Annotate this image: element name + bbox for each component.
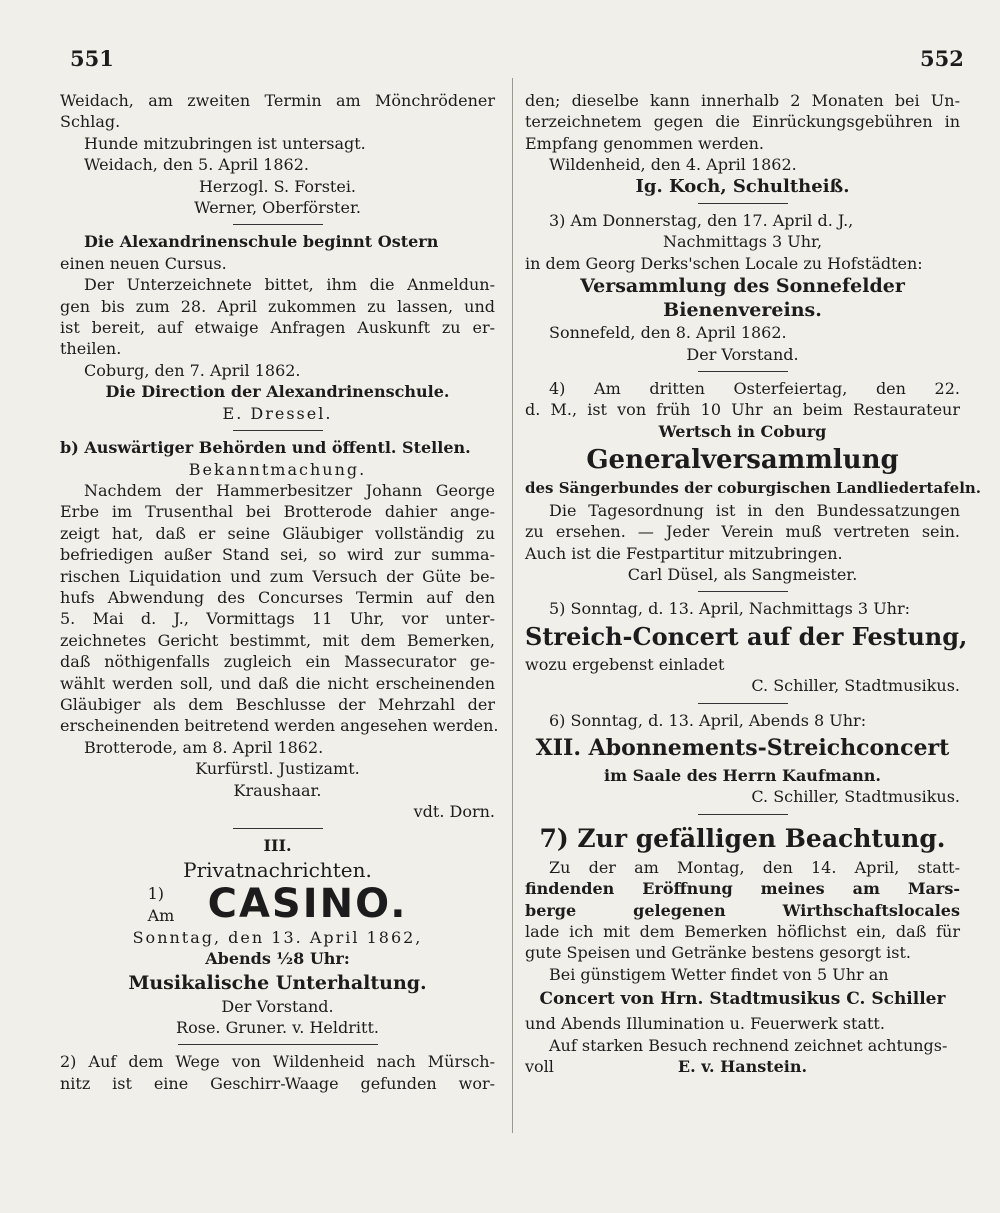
text-line: Werner, Oberförster.	[194, 198, 361, 218]
text-line: Am	[147, 905, 175, 925]
text-line: Weidach, den 5. April 1862.	[84, 155, 309, 175]
text-line: Der Vorstand.	[686, 344, 799, 364]
text-line: 2) Auf dem Wege von Wildenheid nach Mürsch-	[60, 1052, 495, 1072]
text-line: Sonntag, den 13. April 1862,	[132, 927, 423, 947]
text-line: Carl Düsel, als Sangmeister.	[627, 564, 858, 584]
text-line: im Saale des Herrn Kaufmann.	[604, 765, 881, 785]
text-line: Auf starken Besuch rechnend zeichnet achtungs-	[549, 1035, 948, 1055]
rule	[233, 224, 323, 225]
text-line: Bekanntmachung.	[188, 459, 367, 479]
text-line: Coburg, den 7. April 1862.	[84, 360, 301, 380]
text-line: E. v. Hanstein.	[677, 1057, 808, 1077]
text-line: Empfang genommen werden.	[525, 133, 764, 153]
text-line: zeichnetes Gericht bestimmt, mit dem Bemerken,	[60, 630, 495, 650]
text-line: Auch ist die Festpartitur mitzubringen.	[525, 543, 843, 563]
ad-number: 1)	[147, 884, 165, 904]
text-line: voll	[525, 1057, 554, 1076]
text-line: ist bereit, auf etwaige Anfragen Auskunft zu er-	[60, 318, 495, 338]
section-number: III.	[263, 836, 292, 856]
text-line: wählt werden soll, und daß die nicht erscheinenden	[60, 673, 495, 693]
text-line: Abends ½8 Uhr:	[205, 949, 350, 969]
text-line: gute Speisen und Getränke bestens gesorgt ist.	[525, 943, 911, 963]
text-line: terzeichnetem gegen die Einrückungsgebühren in	[525, 112, 960, 132]
text-line: 5) Sonntag, d. 13. April, Nachmittags 3 Uhr:	[549, 599, 911, 619]
text-line: Musikalische Unterhaltung.	[128, 971, 427, 994]
text-line: des Sängerbundes der coburgischen Landliedertafeln.	[525, 479, 982, 498]
text-line: Die Alexandrinenschule beginnt Ostern	[84, 232, 439, 252]
text-line: befriedigen außer Stand sei, so wird zur summa-	[60, 545, 495, 565]
text-line: erscheinenden beitretend werden angesehen werden.	[60, 716, 499, 736]
text-line: Hunde mitzubringen ist untersagt.	[84, 133, 366, 153]
rule	[698, 371, 788, 372]
text-line: rischen Liquidation und zum Versuch der Güte be-	[60, 566, 495, 586]
rule	[698, 591, 788, 592]
text-line: 3) Am Donnerstag, den 17. April d. J.,	[549, 211, 854, 231]
text-line: Bei günstigem Wetter findet von 5 Uhr an	[549, 964, 889, 984]
page-number-left: 551	[70, 46, 114, 71]
text-line: Ig. Koch, Schultheiß.	[635, 175, 850, 197]
text-line: Die Tagesordnung ist in den Bundessatzungen	[549, 500, 960, 520]
page-number-right: 552	[920, 46, 964, 71]
rule	[698, 703, 788, 704]
text-line: Herzogl. S. Forstei.	[198, 176, 357, 196]
casino-title: CASINO.	[207, 881, 408, 928]
text-line: d. M., ist von früh 10 Uhr an beim Restaurateur	[525, 400, 960, 420]
text-line: C. Schiller, Stadtmusikus.	[751, 676, 960, 696]
text-line: Kurfürstl. Justizamt.	[195, 759, 360, 779]
section-heading: b) Auswärtiger Behörden und öffentl. Stellen.	[60, 438, 471, 458]
headline-streich-concert: Streich-Concert auf der Festung,	[525, 621, 968, 651]
column-divider	[512, 78, 513, 1133]
text-line: Bienenvereins.	[663, 299, 822, 322]
text-line: Erbe im Trusenthal bei Brotterode dahier ange-	[60, 502, 495, 522]
text-line: E. Dressel.	[222, 403, 333, 423]
rule	[178, 1044, 378, 1045]
text-line: Versammlung des Sonnefelder	[580, 275, 905, 298]
text-line: Der Vorstand.	[221, 996, 334, 1016]
text-line: zeigt hat, daß er seine Gläubiger vollständig zu	[60, 523, 495, 543]
text-line: Wildenheid, den 4. April 1862.	[549, 155, 797, 175]
text-line: lade ich mit dem Bemerken höflichst ein, daß für	[525, 921, 960, 941]
text-line: zu ersehen. — Jeder Verein muß vertreten sein.	[525, 522, 960, 542]
text-line: nitz ist eine Geschirr-Waage gefunden wor-	[60, 1073, 495, 1093]
rule	[233, 828, 323, 829]
text-line: wozu ergebenst einladet	[525, 654, 725, 674]
text-line: theilen.	[60, 339, 122, 359]
text-line: Sonnefeld, den 8. April 1862.	[549, 323, 787, 343]
text-line: findenden Eröffnung meines am Mars-	[525, 879, 960, 899]
text-line: daß nöthigenfalls zugleich ein Massecurator ge-	[60, 652, 495, 672]
left-column	[60, 90, 499, 1094]
text-line: den; dieselbe kann innerhalb 2 Monaten bei Un-	[525, 91, 960, 110]
text-line: Concert von Hrn. Stadtmusikus C. Schiller	[539, 989, 946, 1010]
rule	[698, 814, 788, 815]
casino-ad-header	[60, 883, 495, 927]
section-title: Privatnachrichten.	[183, 857, 372, 882]
text-line: Zu der am Montag, den 14. April, statt-	[549, 857, 960, 877]
text-line: hufs Abwendung des Concurses Termin auf den	[60, 587, 495, 607]
text-line: Rose. Gruner. v. Heldritt.	[176, 1018, 379, 1038]
text-line: Brotterode, am 8. April 1862.	[84, 737, 324, 757]
headline-beachtung: 7) Zur gefälligen Beachtung.	[539, 823, 946, 853]
text-line: Wertsch in Coburg	[658, 421, 827, 441]
text-line: Nachmittags 3 Uhr,	[662, 232, 823, 252]
text-line: Nachdem der Hammerbesitzer Johann George	[84, 480, 495, 500]
text-line: 5. Mai d. J., Vormittags 11 Uhr, vor unter-	[60, 609, 495, 629]
headline-abonnements: XII. Abonnements-Streichconcert	[535, 734, 950, 761]
text-line: gen bis zum 28. April zukommen zu lassen, und	[60, 296, 495, 316]
text-line: Die Direction der Alexandrinenschule.	[105, 382, 450, 402]
right-column	[525, 90, 982, 1078]
text-line: berge gelegenen Wirthschaftslocales	[525, 900, 960, 920]
rule	[233, 430, 323, 431]
text-line: Der Unterzeichnete bittet, ihm die Anmeldun-	[84, 275, 495, 295]
text-line: Schlag.	[60, 112, 121, 132]
text-line: Gläubiger als dem Beschlusse der Mehrzahl der	[60, 694, 495, 714]
text-line: in dem Georg Derks'schen Locale zu Hofstädten:	[525, 253, 923, 273]
text-line: 4) Am dritten Osterfeiertag, den 22.	[549, 379, 960, 399]
text-line: Weidach, am zweiten Termin am Mönchrödener	[60, 91, 495, 110]
rule	[698, 203, 788, 204]
text-line: vdt. Dorn.	[413, 802, 495, 821]
text-line: und Abends Illumination u. Feuerwerk statt.	[525, 1014, 885, 1034]
text-line: 6) Sonntag, d. 13. April, Abends 8 Uhr:	[549, 710, 867, 730]
text-line: einen neuen Cursus.	[60, 253, 227, 273]
text-line: Kraushaar.	[233, 780, 322, 800]
text-line: C. Schiller, Stadtmusikus.	[751, 787, 960, 807]
headline-generalversammlung: Generalversammlung	[586, 445, 899, 476]
